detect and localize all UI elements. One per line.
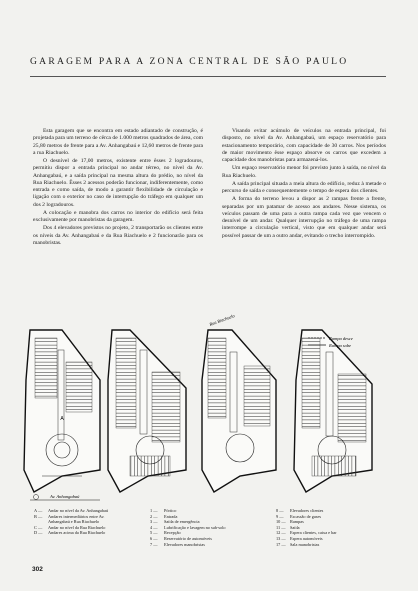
paragraph: A forma do terreno levou a dispor as 2 rampas frente a frente, separadas por um patamar de acesso aos andares. Nesse sistema, os veículos passam de uma para a outra rampa cada vez que vencem o desnível de um andar. Qualquer interrupção no tráfego de uma rampa interrompe a circulação vertical, visto que em qualquer andar será possível passar de um a outro andar, evitando o trecho interrompido. [222, 196, 386, 239]
legend-items-2: 8 — Elevadores clientes 9 — Escassão de gases 10 — Rampas 11 — Saída 12 — Espera clientes, caixa e bar 13 — Espera automóveis 17 — Sala manobristas [276, 508, 337, 547]
paragraph: Dos 4 elevadores previstos no projeto, 2 transportarão os clientes entre os níveis da Av. Anhangabaú e da Rua Riachuelo e 2 funcionarão para os manobristas. [33, 225, 203, 246]
legend-levels: A — Andar no nível da Av. Anhangabaú B — Andares intermediários entre Av. Anhangabaú e Rua Riachuelo C — Andar no nível da Rua Riachuelo D — Andares acima da Rua Riachuelo [34, 508, 109, 536]
parking-stalls [35, 338, 57, 398]
street-label-anhangabau: Av. Anhangabaú [50, 494, 80, 499]
paragraph: Um espaço reservatório menor foi previsto junto à saída, no nível da Rua Riachuelo. [222, 165, 386, 179]
svg-text:Rampa desce: Rampa desce [329, 336, 353, 341]
plan-a-label: A [60, 416, 64, 422]
street-label-riachuelo: Rua Riachuelo [208, 313, 236, 327]
plan-c [202, 313, 276, 492]
paragraph: Esta garagem que se encontra em estado adiantado de construção, é projetada para um terreno de cêrca de 1.000 metros quadrados de área, com 25,80 metros de frente para a Av. Anhangabaú e 12,60 metros de frente para a rua Riachuelo. [33, 128, 203, 156]
paragraph: A colocação e manobra dos carros no interior do edifício será feita exclusivamente por manobristas da garagem. [33, 209, 203, 223]
north-arrow-icon [34, 495, 39, 500]
legend-items-1: 1 — Pórtico 2 — Entrada 3 — Saída de emergência 4 — Lubrificação e lavagem no sub-solo 5 — Recepção 6 — Reservatório de automóveis 7 — Elevadores manobristas [150, 508, 226, 547]
paragraph: Visando evitar acúmulo de veículos na entrada principal, foi disposto, no nível da Av. Anhangabaú, um espaço reservatório para estacionamento temporário, com capacidade de 30 carros. Nos períodos de maior movimento êsse espaço absorve os carros que excedem a capacidade dos manobristas para armazená-los. [222, 128, 386, 163]
paragraph: O desnível de 17,00 metros, existente entre êsses 2 logradouros, permitiu dispor a entrada principal no andar térreo, no nível da Av. Anhangabaú, e a saída principal na mesma altura do prédio, no nível da Rua Riachuelo. Êsses 2 acessos poderão funcionar, indiferentemente, como entrada e como saída, de modo a garantir flexibilidade de circulação e ligação com o exterior no caso de interrupção do tráfego em qualquer um dos 2 logradouros. [33, 158, 203, 208]
svg-text:Rampa sobe: Rampa sobe [329, 343, 352, 348]
parking-stalls [66, 362, 92, 412]
plan-b [108, 330, 186, 492]
paragraph: A saída principal situada a meia altura do edifício, reduz à metade o percurso de saída e consequentemente o tempo de espera dos clientes. [222, 180, 386, 194]
article-title: GARAGEM PARA A ZONA CENTRAL DE SÃO PAULO [30, 56, 349, 67]
plan-a [24, 330, 100, 492]
plan-d [294, 330, 372, 492]
page-number: 302 [32, 566, 43, 573]
